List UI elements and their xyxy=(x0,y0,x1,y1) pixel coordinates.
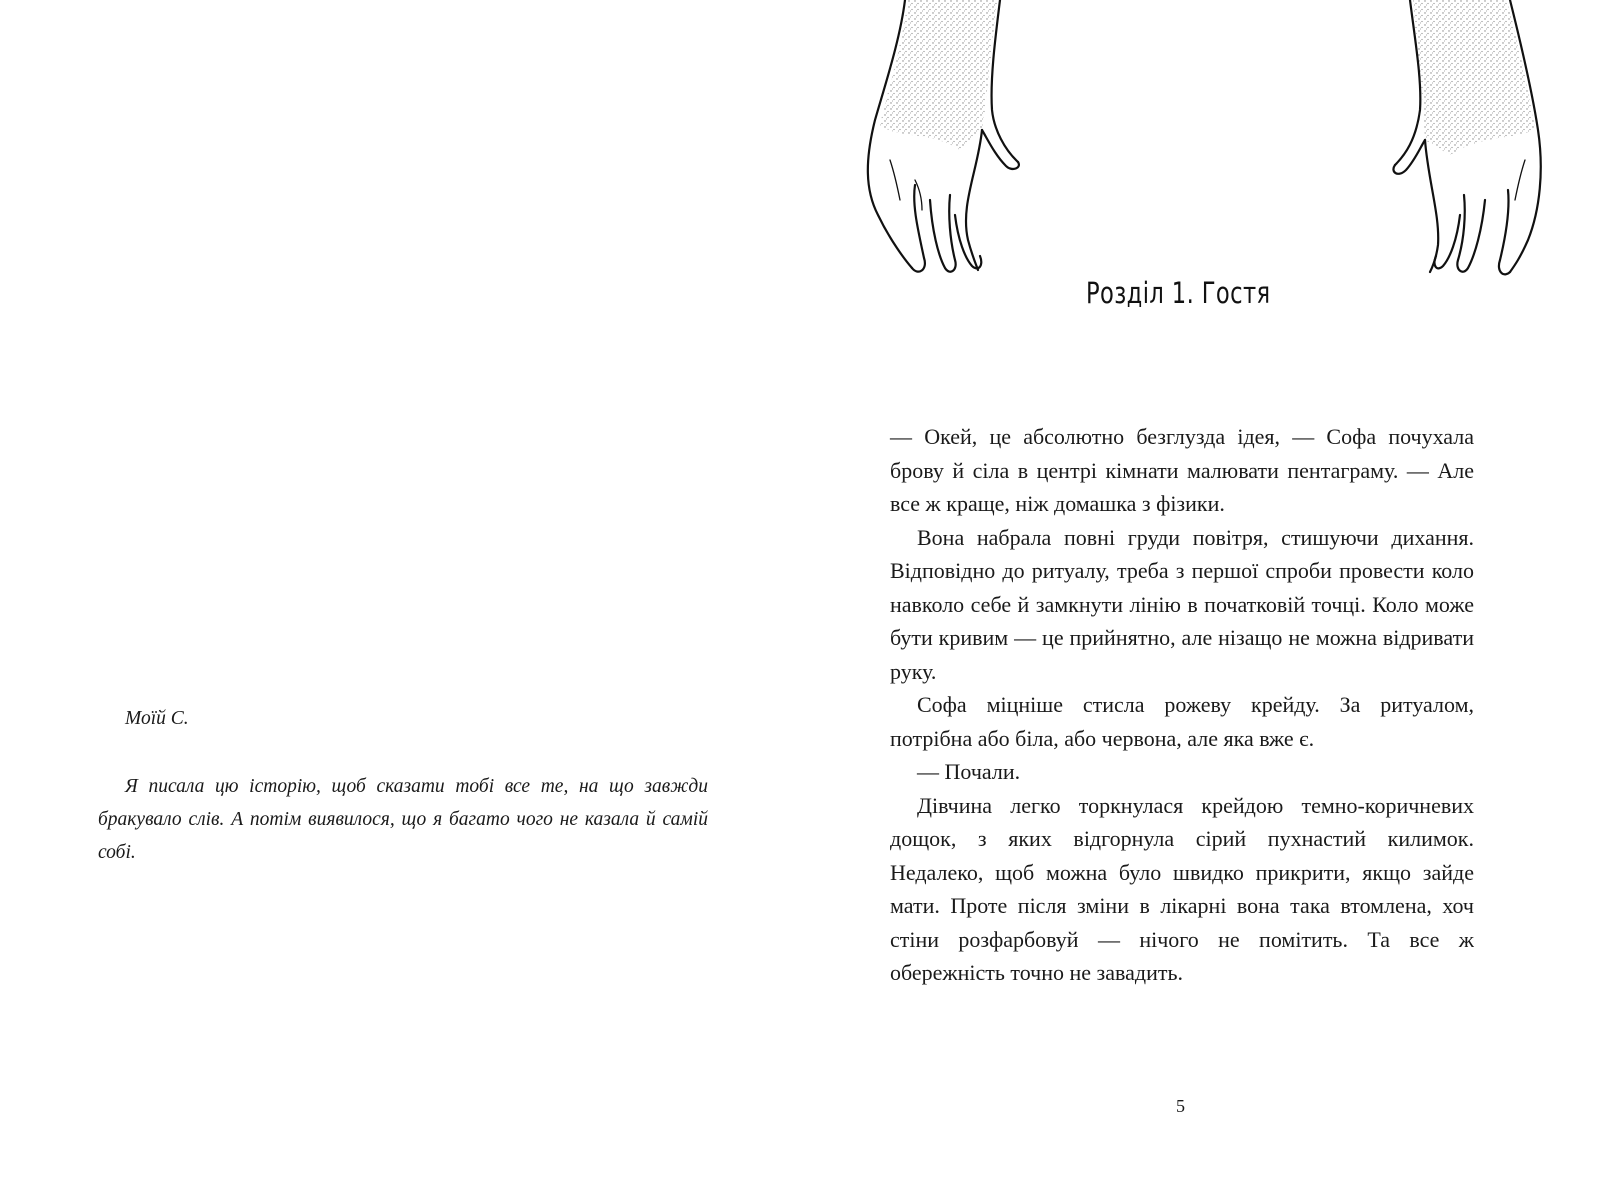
paragraph: Вона набрала повні груди повітря, стишуючи дихання. Відповідно до ритуалу, треба з першої спроби провести коло навколо себе й замкнути лінію в початковій точці. Коло може бути кривим — це прийнятно, але нізащо не можна відривати руку. xyxy=(890,524,1474,684)
hands-illustration xyxy=(860,0,1560,290)
page-number: 5 xyxy=(1176,1096,1185,1116)
dedication-text: Я писала цю історію, щоб сказати тобі все те, на що завжди бракувало слів. А потім виявилося, що я багато чого не казала й самій собі. xyxy=(98,776,708,863)
paragraph: Дівчина легко торкнулася крейдою темно-коричневих дощок, з яких відгорнула сірий пухнастий килимок. Недалеко, щоб можна було швидко прикрити, якщо зайде мати. Проте після зміни в лікарні вона така втомлена, хоч стіни розфарбовуй — нічого не помітить. Та все ж обережність точно не завадить. xyxy=(890,792,1474,985)
chapter-body xyxy=(890,420,1474,990)
chapter-title: Розділ 1. Гостя xyxy=(1086,276,1271,310)
paragraph: — Почали. xyxy=(917,759,1021,784)
paragraph: Софа міцніше стисла рожеву крейду. За ритуалом, потрібна або біла, або червона, але яка вже є. xyxy=(890,692,1474,751)
dedication-recipient: Моїй С. xyxy=(125,708,189,729)
paragraph: — Окей, це абсолютно безглузда ідея, — Софа почухала брову й сіла в центрі кімнати малювати пентаграму. — Але все ж краще, ніж домашка з фізики. xyxy=(890,424,1474,516)
dedication xyxy=(98,702,708,869)
